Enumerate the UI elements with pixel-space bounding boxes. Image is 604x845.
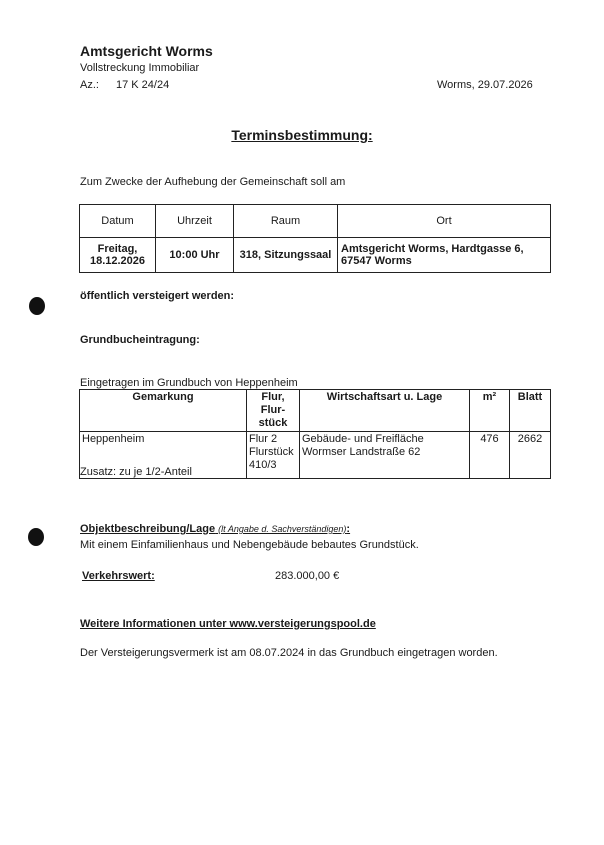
land-register-intro: Eingetragen im Grundbuch von Heppenheim [80,377,298,389]
more-info-link-text: Weitere Informationen unter www.versteigerungspool.de [80,618,376,630]
market-value-label: Verkehrswert: [82,570,155,582]
court-name: Amtsgericht Worms [80,43,213,59]
appointment-row [80,238,551,273]
header-ort: Ort [338,205,551,238]
appointment-header-row [80,205,551,238]
cell-flur: Flur 2 Flurstück 410/3 [247,432,300,479]
department: Vollstreckung Immobiliar [80,62,200,74]
land-register-heading: Grundbucheintragung: [80,334,200,346]
registration-note: Der Versteigerungsvermerk ist am 08.07.2024 in das Grundbuch eingetragen worden. [80,647,498,659]
header-m2: m² [470,390,510,432]
header-gemarkung: Gemarkung [80,390,247,432]
appointment-room: 318, Sitzungssaal [234,238,338,273]
cell-gemarkung: Heppenheim [80,432,247,479]
header-datum: Datum [80,205,156,238]
header-raum: Raum [234,205,338,238]
header-blatt: Blatt [510,390,551,432]
appointment-date: Freitag, 18.12.2026 [80,238,156,273]
case-number: 17 K 24/24 [116,79,170,91]
hole-punch-mark-top [29,297,45,315]
appointment-table [79,204,551,273]
land-register-header-row [80,390,551,432]
land-register-addition: Zusatz: zu je 1/2-Anteil [80,466,192,478]
header-uhrzeit: Uhrzeit [156,205,234,238]
cell-wirtschaftsart: Gebäude- und Freifläche Wormser Landstraße 62 [300,432,470,479]
document-title: Terminsbestimmung: [231,127,373,143]
cell-blatt: 2662 [510,432,551,479]
appointment-location: Amtsgericht Worms, Hardtgasse 6, 67547 Worms [338,238,551,273]
market-value: 283.000,00 € [275,570,340,582]
case-number-label: Az.: [80,79,99,91]
header-flur: Flur, Flur- stück [247,390,300,432]
appointment-time: 10:00 Uhr [156,238,234,273]
header-wirtschaftsart: Wirtschaftsart u. Lage [300,390,470,432]
public-auction-text: öffentlich versteigert werden: [80,290,235,302]
place-and-date: Worms, 29.07.2026 [437,79,533,91]
object-heading-note: (lt Angabe d. Sachverständigen) [218,524,347,534]
hole-punch-mark-bottom [28,528,44,546]
intro-text: Zum Zwecke der Aufhebung der Gemeinschaft soll am [80,176,346,188]
cell-m2: 476 [470,432,510,479]
object-description: Mit einem Einfamilienhaus und Nebengebäude bebautes Grundstück. [80,539,419,551]
object-heading: Objektbeschreibung/Lage (lt Angabe d. Sachverständigen): [80,523,351,535]
